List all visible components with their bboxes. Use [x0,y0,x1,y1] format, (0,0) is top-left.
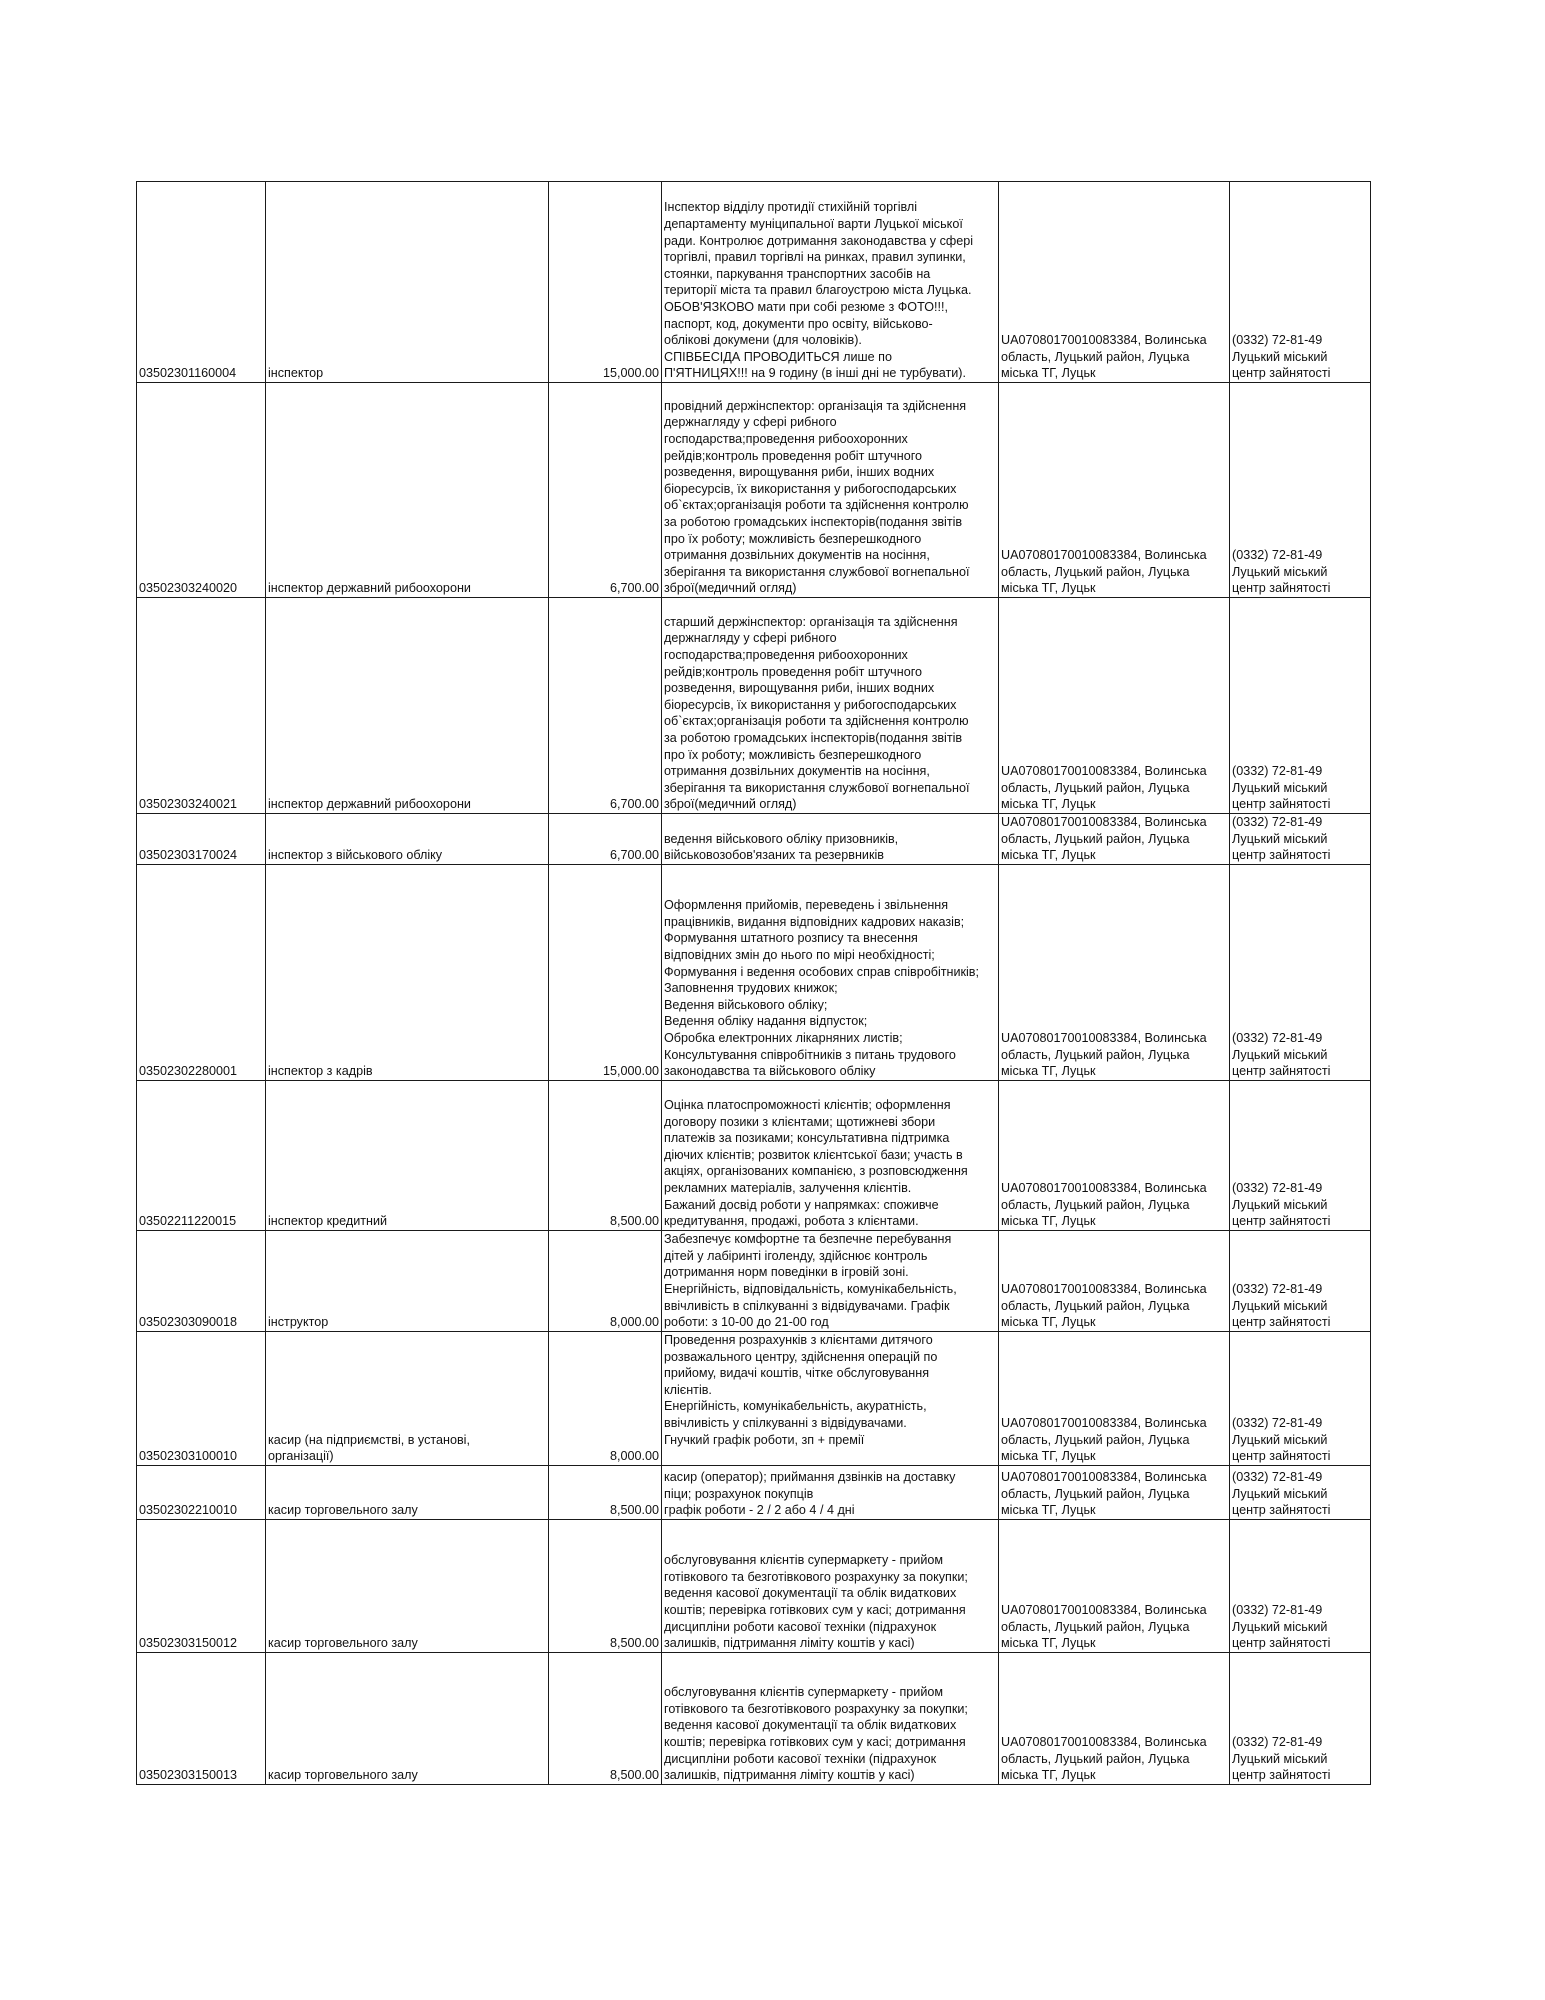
vacancy-contact-line: Луцький міський [1232,780,1328,795]
vacancy-title [266,182,549,383]
vacancy-description-line: отримання дозвільних документів на носіння, [664,764,930,779]
vacancy-code: 03502303150012 [137,1519,266,1652]
vacancy-description-line: СПІВБЕСІДА ПРОВОДИТЬСЯ лише по [664,349,892,364]
vacancy-contact-line: (0332) 72-81-49 [1232,1181,1323,1195]
vacancy-title [266,1519,549,1652]
vacancy-address-line: UA07080170010083384, Волинська [1001,1603,1207,1617]
vacancy-contact-line: центр зайнятості [1232,1064,1331,1079]
vacancy-contact-line: центр зайнятості [1232,1449,1331,1464]
vacancy-contact [1230,1230,1371,1331]
vacancy-title-line: інспектор кредитний [268,1214,388,1229]
vacancy-description-line: акціях, організованих компанією, з розповсюдження [664,1164,968,1179]
vacancy-description-line: рейдів;контроль проведення робіт штучного [664,664,923,679]
vacancy-description-line: біоресурсів, їх використання у рибогосподарських [664,481,957,496]
vacancy-description-line: ввічливість в спілкуванні з відвідувачами. Графік [664,1298,950,1313]
vacancy-description [662,814,999,865]
table-row [137,383,1371,598]
vacancy-address [999,1080,1230,1230]
vacancy-salary: 6,700.00 [549,814,662,865]
table-row [137,1465,1371,1519]
vacancy-description-line: платежів за позиками; консультативна підтримка [664,1131,950,1146]
table-row [137,1080,1371,1230]
vacancy-description-line: Оформлення прийомів, переведень і звільнення [664,898,949,913]
vacancy-address-line: міська ТГ, Луцьк [1001,797,1096,812]
vacancy-contact-line: центр зайнятості [1232,1503,1331,1518]
vacancy-address-line: міська ТГ, Луцьк [1001,1636,1096,1651]
table-row [137,1230,1371,1331]
vacancy-address-line: область, Луцький район, Луцька [1001,1486,1190,1501]
vacancy-title-line: інспектор з кадрів [268,1064,373,1079]
vacancy-address-line: UA07080170010083384, Волинська [1001,764,1207,779]
vacancy-address [999,1465,1230,1519]
vacancy-contact-line: (0332) 72-81-49 [1232,764,1323,779]
vacancy-address-line: UA07080170010083384, Волинська [1001,1181,1207,1195]
vacancy-address-line: міська ТГ, Луцьк [1001,1064,1096,1079]
vacancy-description-line: стоянки, паркування транспортних засобів на [664,266,931,281]
vacancy-contact-line: (0332) 72-81-49 [1232,1282,1323,1296]
vacancy-address [999,864,1230,1080]
vacancy-contact-line: Луцький міський [1232,349,1328,364]
vacancy-salary: 8,500.00 [549,1652,662,1784]
vacancy-description-line: рейдів;контроль проведення робіт штучного [664,448,923,463]
vacancy-title [266,598,549,814]
vacancy-salary: 15,000.00 [549,864,662,1080]
vacancy-description-line: зберігання та використання службової вогнепальної [664,780,970,795]
vacancy-address-line: UA07080170010083384, Волинська [1001,333,1207,348]
vacancy-code: 03502303240020 [137,383,266,598]
vacancy-description-line: про їх роботу; можливість безперешкодного [664,747,922,762]
vacancy-description-line: дисципліни роботи касової техніки (підрахунок [664,1751,937,1766]
vacancy-address-line: область, Луцький район, Луцька [1001,780,1190,795]
vacancy-description-line: роботи: з 10-00 до 21-00 год [664,1315,829,1330]
vacancy-description-line: ведення військового обліку призовників, [664,831,899,846]
vacancy-description-line: ОБОВ'ЯЗКОВО мати при собі резюме з ФОТО!!!, [664,300,949,315]
vacancy-description-line: об`єктах;організація роботи та здійснення контролю [664,498,969,513]
vacancy-description-line: Обробка електронних лікарняних листів; [664,1031,903,1045]
vacancy-description-line: діючих клієнтів; розвиток клієнтської бази; участь в [664,1147,963,1162]
vacancy-description-line: Інспектор відділу протидії стихійній торгівлі [664,200,918,215]
vacancy-code: 03502303090018 [137,1230,266,1331]
vacancy-description-line: Ведення військового обліку; [664,997,828,1012]
vacancy-description-line: ради. Контролює дотримання законодавства у сфері [664,233,974,248]
vacancy-contact-line: (0332) 72-81-49 [1232,1603,1323,1617]
vacancy-description-line: Ведення обліку надання відпусток; [664,1014,868,1029]
vacancy-contact-line: Луцький міський [1232,1298,1328,1313]
vacancy-description-line: Енергійність, комунікабельність, акуратність, [664,1399,927,1414]
vacancy-address-line: UA07080170010083384, Волинська [1001,1735,1207,1749]
vacancy-contact-line: Луцький міський [1232,564,1328,579]
vacancy-address [999,598,1230,814]
vacancy-description-line: торгівлі, правил торгівлі на ринках, правил зупинки, [664,250,966,265]
vacancy-description-line: Консультування співробітників з питань трудового [664,1047,956,1062]
vacancy-address-line: область, Луцький район, Луцька [1001,1298,1190,1313]
vacancy-address-line: область, Луцький район, Луцька [1001,1432,1190,1447]
vacancy-description-line: розведення, вирощування риби, інших водних [664,465,935,480]
vacancy-code: 03502302280001 [137,864,266,1080]
vacancy-description [662,1230,999,1331]
vacancy-description-line: законодавства та військового обліку [664,1064,876,1079]
vacancy-address [999,1331,1230,1465]
vacancy-address-line: UA07080170010083384, Волинська [1001,815,1207,829]
vacancy-contact-line: (0332) 72-81-49 [1232,1031,1323,1045]
vacancy-address-line: міська ТГ, Луцьк [1001,1315,1096,1330]
vacancy-description-line: рекламних матеріалів, залучення клієнтів. [664,1181,912,1195]
vacancy-description-line: Енергійність, відповідальність, комунікабельність, [664,1282,957,1296]
vacancy-contact-line: Луцький міський [1232,1619,1328,1634]
vacancy-title-line: касир торговельного залу [268,1768,418,1783]
table-row [137,814,1371,865]
vacancy-address-line: область, Луцький район, Луцька [1001,349,1190,364]
vacancy-contact [1230,864,1371,1080]
vacancy-description-line: дітей у лабіринті іголенду, здійснює контроль [664,1248,928,1263]
vacancy-contact [1230,814,1371,865]
vacancy-salary: 6,700.00 [549,383,662,598]
vacancies-table [136,181,1371,1785]
vacancy-code: 03502303240021 [137,598,266,814]
vacancy-contact-line: центр зайнятості [1232,1315,1331,1330]
vacancy-description-line: держнагляду у сфері рибного [664,415,837,430]
vacancy-contact-line: центр зайнятості [1232,848,1331,863]
vacancy-description-line: господарства;проведення рибоохоронних [664,432,908,447]
vacancy-description-line: військовозобов'язаних та резервників [664,848,884,863]
vacancy-contact-line: (0332) 72-81-49 [1232,1416,1323,1430]
vacancy-description-line: біоресурсів, їх використання у рибогосподарських [664,697,957,712]
vacancy-address-line: UA07080170010083384, Волинська [1001,548,1207,563]
vacancy-description-line: Формування штатного розпису та внесення [664,931,918,946]
vacancy-description [662,598,999,814]
vacancy-code: 03502211220015 [137,1080,266,1230]
vacancy-description-line: договору позики з клієнтами; щотижневі збори [664,1114,936,1129]
vacancy-description-line: Забезпечує комфортне та безпечне перебування [664,1232,952,1247]
table-row [137,182,1371,383]
vacancy-title-line: інспектор з військового обліку [268,848,443,863]
vacancy-description [662,182,999,383]
vacancy-description-line: залишків, підтримання ліміту коштів у касі) [664,1636,915,1651]
vacancy-title-line: інспектор державний рибоохорони [268,581,471,596]
vacancy-contact-line: Луцький міський [1232,1197,1328,1212]
vacancy-address-line: область, Луцький район, Луцька [1001,1751,1190,1766]
vacancy-description [662,1080,999,1230]
vacancy-address-line: область, Луцький район, Луцька [1001,1619,1190,1634]
vacancy-description-line: про їх роботу; можливість безперешкодного [664,531,922,546]
vacancy-contact [1230,1652,1371,1784]
vacancy-description [662,1331,999,1465]
vacancy-address-line: область, Луцький район, Луцька [1001,1197,1190,1212]
vacancy-address-line: міська ТГ, Луцьк [1001,1503,1096,1518]
vacancy-code: 03502302210010 [137,1465,266,1519]
vacancy-description-line: графік роботи - 2 / 2 або 4 / 4 дні [664,1503,855,1518]
vacancy-contact [1230,1519,1371,1652]
vacancy-description-line: касир (оператор); приймання дзвінків на доставку [664,1470,956,1484]
vacancy-contact-line: Луцький міський [1232,1486,1328,1501]
vacancy-description-line: за роботою громадських інспекторів(подання звітів [664,515,963,530]
vacancy-description-line: працівників, видання відповідних кадрових наказів; [664,914,965,929]
vacancy-description-line: Бажаний досвід роботи у напрямках: споживче [664,1197,939,1212]
vacancy-description-line: готівкового та безготівкового розрахунку за покупки; [664,1569,968,1584]
vacancy-title [266,1080,549,1230]
vacancy-address-line: UA07080170010083384, Волинська [1001,1416,1207,1430]
vacancy-code: 03502303100010 [137,1331,266,1465]
vacancy-contact-line: Луцький міський [1232,1047,1328,1062]
vacancy-description-line: зброї(медичний огляд) [664,581,797,596]
vacancy-address-line: міська ТГ, Луцьк [1001,848,1096,863]
vacancy-description-line: розважального центру, здійснення операцій по [664,1349,938,1364]
vacancy-description-line: за роботою громадських інспекторів(подання звітів [664,731,963,746]
vacancy-address [999,1230,1230,1331]
vacancy-address-line: область, Луцький район, Луцька [1001,1047,1190,1062]
vacancy-address-line: UA07080170010083384, Волинська [1001,1282,1207,1296]
vacancy-description-line: П'ЯТНИЦЯХ!!! на 9 годину (в інші дні не турбувати). [664,366,967,381]
vacancy-contact-line: (0332) 72-81-49 [1232,1470,1323,1484]
vacancies-table-body [137,182,1371,1785]
vacancy-description-line: ведення касової документації та облік видаткових [664,1718,957,1733]
vacancy-title-line: касир торговельного залу [268,1636,418,1651]
vacancy-description-line: Формування і ведення особових справ співробітників; [664,964,979,979]
vacancy-description [662,383,999,598]
vacancy-contact-line: (0332) 72-81-49 [1232,1735,1323,1749]
vacancy-description-line: паспорт, код, документи про освіту, військово- [664,316,933,331]
vacancy-description [662,1519,999,1652]
vacancy-description-line: Оцінка платоспроможності клієнтів; оформлення [664,1098,951,1113]
vacancy-description-line: об`єктах;організація роботи та здійснення контролю [664,714,969,729]
vacancy-description-line: кредитування, продажі, робота з клієнтами. [664,1214,919,1229]
vacancy-description-line: клієнтів. [664,1382,712,1397]
vacancy-description-line: залишків, підтримання ліміту коштів у касі) [664,1768,915,1783]
vacancy-title [266,1652,549,1784]
vacancy-description-line: розведення, вирощування риби, інших водних [664,681,935,696]
vacancy-description-line: обслуговування клієнтів супермаркету - прийом [664,1685,944,1700]
vacancy-description-line: піци; розрахунок покупців [664,1486,814,1501]
vacancy-address [999,383,1230,598]
vacancy-contact [1230,1331,1371,1465]
vacancy-description-line: готівкового та безготівкового розрахунку за покупки; [664,1701,968,1716]
vacancy-description-line: обслуговування клієнтів супермаркету - прийом [664,1553,944,1568]
vacancy-description [662,1652,999,1784]
vacancy-code: 03502301160004 [137,182,266,383]
vacancy-salary: 8,500.00 [549,1080,662,1230]
vacancy-address [999,1519,1230,1652]
table-row [137,1519,1371,1652]
vacancy-description-line: провідний держінспектор: організація та здійснення [664,398,967,413]
vacancy-salary: 8,500.00 [549,1465,662,1519]
vacancy-contact-line: (0332) 72-81-49 [1232,333,1323,348]
vacancy-title-line: організації) [268,1449,334,1464]
vacancy-address-line: міська ТГ, Луцьк [1001,1768,1096,1783]
vacancy-contact-line: Луцький міський [1232,1751,1328,1766]
vacancy-description [662,864,999,1080]
vacancy-description-line: Гнучкий графік роботи, зп + премії [664,1432,865,1447]
vacancy-contact-line: Луцький міський [1232,831,1328,846]
vacancy-title-line: касир торговельного залу [268,1503,418,1518]
vacancy-contact-line: (0332) 72-81-49 [1232,548,1323,563]
vacancy-address-line: міська ТГ, Луцьк [1001,1449,1096,1464]
vacancy-description-line: зберігання та використання службової вогнепальної [664,564,970,579]
vacancy-contact [1230,1080,1371,1230]
vacancy-description-line: Проведення розрахунків з клієнтами дитячого [664,1333,933,1348]
vacancy-title [266,1331,549,1465]
vacancy-description-line: господарства;проведення рибоохоронних [664,648,908,663]
vacancy-salary: 8,000.00 [549,1230,662,1331]
vacancy-salary: 15,000.00 [549,182,662,383]
vacancy-code: 03502303170024 [137,814,266,865]
vacancy-salary: 8,500.00 [549,1519,662,1652]
vacancy-description-line: ведення касової документації та облік видаткових [664,1586,957,1601]
vacancy-title [266,814,549,865]
vacancy-title [266,864,549,1080]
vacancy-contact-line: центр зайнятості [1232,581,1331,596]
vacancy-description-line: коштів; перевірка готівкових сум у касі; дотримання [664,1603,966,1617]
table-row [137,864,1371,1080]
vacancy-description-line: старший держінспектор: організація та здійснення [664,614,958,629]
vacancy-salary: 8,000.00 [549,1331,662,1465]
vacancy-contact-line: центр зайнятості [1232,1214,1331,1229]
vacancy-title-line: інспектор державний рибоохорони [268,797,471,812]
vacancy-description-line: зброї(медичний огляд) [664,797,797,812]
vacancy-description-line: дотримання норм поведінки в ігровій зоні. [664,1265,909,1280]
vacancy-description-line: держнагляду у сфері рибного [664,631,837,646]
vacancy-contact-line: Луцький міський [1232,1432,1328,1447]
vacancy-address-line: UA07080170010083384, Волинська [1001,1031,1207,1045]
vacancy-description-line: облікові докумени (для чоловіків). [664,333,862,348]
vacancy-contact-line: центр зайнятості [1232,1768,1331,1783]
vacancy-contact-line: (0332) 72-81-49 [1232,815,1323,829]
vacancy-contact [1230,383,1371,598]
vacancy-description-line: прийому, видачі коштів, чітке обслуговування [664,1366,930,1381]
vacancy-title-line: інспектор [268,366,324,381]
vacancy-title-line: інструктор [268,1315,329,1330]
vacancy-description-line: коштів; перевірка готівкових сум у касі; дотримання [664,1735,966,1749]
vacancy-title-line: касир (на підприємстві, в установі, [268,1432,470,1447]
vacancy-address-line: UA07080170010083384, Волинська [1001,1470,1207,1484]
vacancy-title [266,383,549,598]
vacancy-address [999,1652,1230,1784]
vacancy-code: 03502303150013 [137,1652,266,1784]
vacancy-address [999,182,1230,383]
vacancy-address-line: міська ТГ, Луцьк [1001,581,1096,596]
vacancy-description-line: департаменту муніципальної варти Луцької міської [664,217,963,232]
vacancy-contact-line: центр зайнятості [1232,366,1331,381]
blank-line [664,1448,996,1465]
vacancy-description-line: відповідних змін до нього по мірі необхідності; [664,948,935,963]
vacancy-address-line: область, Луцький район, Луцька [1001,831,1190,846]
vacancy-contact-line: центр зайнятості [1232,797,1331,812]
vacancy-address [999,814,1230,865]
vacancy-description-line: Заповнення трудових книжок; [664,981,838,996]
table-row [137,1652,1371,1784]
vacancy-description-line: території міста та правил благоустрою міста Луцька. [664,283,972,298]
vacancy-description-line: отримання дозвільних документів на носіння, [664,548,930,563]
vacancy-contact [1230,598,1371,814]
vacancy-title [266,1465,549,1519]
vacancy-salary: 6,700.00 [549,598,662,814]
vacancy-address-line: міська ТГ, Луцьк [1001,366,1096,381]
vacancy-contact [1230,1465,1371,1519]
table-row [137,598,1371,814]
vacancy-description-line: ввічливість у спілкуванні з відвідувачами. [664,1416,907,1430]
vacancy-description [662,1465,999,1519]
table-row [137,1331,1371,1465]
vacancy-description-line: дисципліни роботи касової техніки (підрахунок [664,1619,937,1634]
vacancy-contact [1230,182,1371,383]
vacancy-address-line: міська ТГ, Луцьк [1001,1214,1096,1229]
vacancy-address-line: область, Луцький район, Луцька [1001,564,1190,579]
vacancy-contact-line: центр зайнятості [1232,1636,1331,1651]
vacancy-title [266,1230,549,1331]
